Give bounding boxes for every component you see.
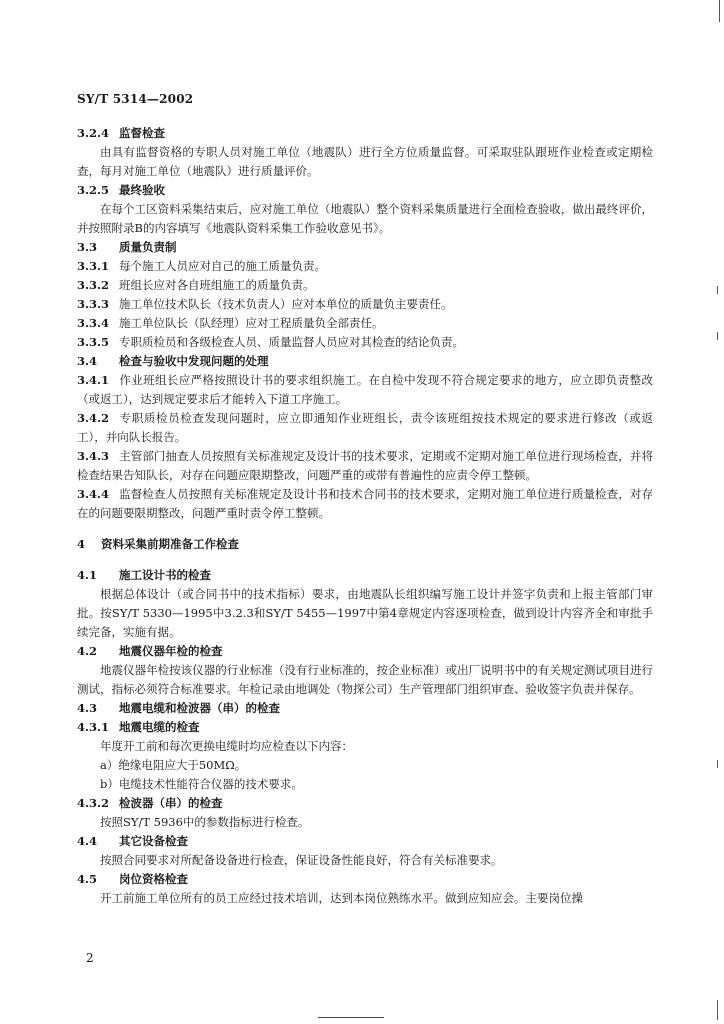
section-title: 地震电缆和检波器（串）的检查: [119, 701, 280, 715]
clause-3-4-1: [77, 371, 653, 409]
clause-3-3-2: [77, 276, 653, 295]
clause-3-4-4: [77, 485, 653, 523]
section-heading-4-1: [77, 566, 653, 585]
section-number: 3.2.4: [77, 126, 110, 140]
section-number: 4.3.1: [77, 720, 110, 734]
clause-3-4-3: [77, 447, 653, 485]
section-heading-4-5: [77, 870, 653, 889]
clause-3-4-2: [77, 409, 653, 447]
section-title: 施工设计书的检查: [119, 568, 211, 582]
section-heading-3-4: [77, 352, 653, 371]
page-number: 2: [86, 951, 94, 965]
scan-edge-mark: [717, 1000, 718, 1020]
clause-number: 3.3.4: [77, 316, 110, 330]
scan-edge-mark: [717, 760, 718, 768]
section-title: 岗位资格检查: [119, 872, 188, 886]
section-paragraph-4-3-2: 按照SY/T 5936中的参数指标进行检查。: [100, 815, 310, 829]
section-heading-3-2-5: [77, 181, 653, 200]
section-number: 4.4: [77, 834, 98, 848]
clause-number: 3.3.3: [77, 297, 110, 311]
clause-number: 3.3.1: [77, 259, 110, 273]
clause-text: 监督检查人员按照有关标准规定及设计书和技术合同书的技术要求，定期对施工单位进行质量检查，对存在的问题要限期整改，问题严重时责令停工整顿。: [77, 487, 653, 520]
section-heading-3-3: [77, 238, 653, 257]
scan-edge-mark: [717, 332, 718, 340]
clause-number: 3.4.3: [77, 449, 110, 463]
clause-number: 3.4.2: [77, 411, 110, 425]
section-title: 资料采集前期准备工作检查: [101, 537, 239, 551]
clause-3-3-3: [77, 295, 653, 314]
section-number: 4: [77, 537, 86, 551]
section-number: 4.5: [77, 872, 98, 886]
section-paragraph-4-3-1: 年度开工前和每次更换电缆时均应检查以下内容：: [100, 739, 353, 753]
scan-edge-mark: [717, 286, 718, 294]
section-heading-4-3: [77, 699, 653, 718]
clause-text: 主管部门抽查人员按照有关标准规定及设计书的技术要求，定期或不定期对施工单位进行现场检查，并将检查结果告知队长，对存在问题应限期整改，问题严重的或带有普遍性的应责令停工整顿。: [77, 449, 653, 482]
section-number: 4.3: [77, 701, 98, 715]
clause-text: 每个施工人员应对自己的施工质量负责。: [119, 259, 326, 273]
section-paragraph-4-2: 地震仪器年检按该仪器的行业标准（没有行业标准的，按企业标准）或出厂说明书中的有关规定测试项目进行测试，指标必须符合标准要求。年检记录由地调处（物探公司）生产管理部门组织审查、验收签字负责并保存。: [77, 663, 653, 696]
section-heading-4: [77, 535, 653, 554]
section-title: 地震仪器年检的检查: [119, 644, 223, 658]
section-title: 其它设备检查: [119, 834, 188, 848]
section-number: 3.2.5: [77, 183, 110, 197]
section-title: 地震电缆的检查: [119, 720, 200, 734]
clause-text: 施工单位技术队长（技术负责人）应对本单位的质量负主要责任。: [119, 297, 453, 311]
clause-number: 3.4.1: [77, 373, 110, 387]
section-heading-4-3-1: [77, 718, 653, 737]
clause-text: 作业班组长应严格按照设计书的要求组织施工。在自检中发现不符合规定要求的地方，应立即负责整改（或返工），达到规定要求后才能转入下道工序施工。: [77, 373, 653, 406]
section-title: 监督检查: [119, 126, 165, 140]
section-number: 4.3.2: [77, 796, 110, 810]
section-paragraph-4-1: 根据总体设计（或合同书中的技术指标）要求，由地震队长组织编写施工设计并签字负责和上报主管部门审批。按SY/T 5330—1995中3.2.3和SY/T 5455—1997中第4章规定内容逐项检查，做到设计内容齐全和审批手续完备，实施有据。: [77, 587, 653, 639]
section-number: 3.3: [77, 240, 98, 254]
section-paragraph-4-4: 按照合同要求对所配备设备进行检查，保证设备性能良好，符合有关标准要求。: [100, 853, 503, 867]
section-number: 3.4: [77, 354, 98, 368]
section-heading-3-2-4: [77, 124, 653, 143]
clause-number: 3.4.4: [77, 487, 110, 501]
section-paragraph-3-2-4: 由具有监督资格的专职人员对施工单位（地震队）进行全方位质量监督。可采取驻队跟班作业检查或定期检查，每月对施工单位（地震队）进行质量评价。: [77, 145, 653, 178]
section-title: 检波器（串）的检查: [119, 796, 223, 810]
standard-code-header: SY/T 5314—2002: [77, 92, 194, 106]
section-paragraph-4-5: 开工前施工单位所有的员工应经过技术培训，达到本岗位熟练水平。做到应知应会。主要岗位操: [100, 891, 583, 905]
list-item-b: b）电缆技术性能符合仪器的技术要求。: [100, 777, 303, 791]
section-title: 质量负责制: [119, 240, 177, 254]
clause-3-3-5: [77, 333, 653, 352]
clause-text: 专职质检员和各级检查人员、质量监督人员应对其检查的结论负责。: [119, 335, 464, 349]
clause-3-3-1: [77, 257, 653, 276]
section-title: 检查与验收中发现问题的处理: [119, 354, 269, 368]
clause-3-3-4: [77, 314, 653, 333]
clause-text: 施工单位队长（队经理）应对工程质量负全部责任。: [119, 316, 384, 330]
clause-text: 班组长应对各自班组施工的质量负责。: [119, 278, 315, 292]
section-number: 4.1: [77, 568, 98, 582]
clause-number: 3.3.2: [77, 278, 110, 292]
document-body: [77, 124, 653, 908]
section-spacer: [77, 523, 653, 535]
list-item-a: a）绝缘电阻应大于50MΩ。: [100, 758, 247, 772]
section-heading-4-3-2: [77, 794, 653, 813]
section-heading-4-2: [77, 642, 653, 661]
section-title: 最终验收: [119, 183, 165, 197]
clause-number: 3.3.5: [77, 335, 110, 349]
clause-text: 专职质检员检查发现问题时，应立即通知作业班组长，责令该班组按技术规定的要求进行修改（或返工），并向队长报告。: [77, 411, 653, 444]
section-paragraph-3-2-5: 在每个工区资料采集结束后，应对施工单位（地震队）整个资料采集质量进行全面检查验收，做出最终评价，并按照附录B的内容填写《地震队资料采集工作验收意见书》。: [77, 202, 653, 235]
scan-edge-mark: [719, 0, 720, 22]
section-heading-4-4: [77, 832, 653, 851]
section-spacer: [77, 554, 653, 566]
bottom-divider: [318, 1017, 384, 1018]
section-number: 4.2: [77, 644, 98, 658]
